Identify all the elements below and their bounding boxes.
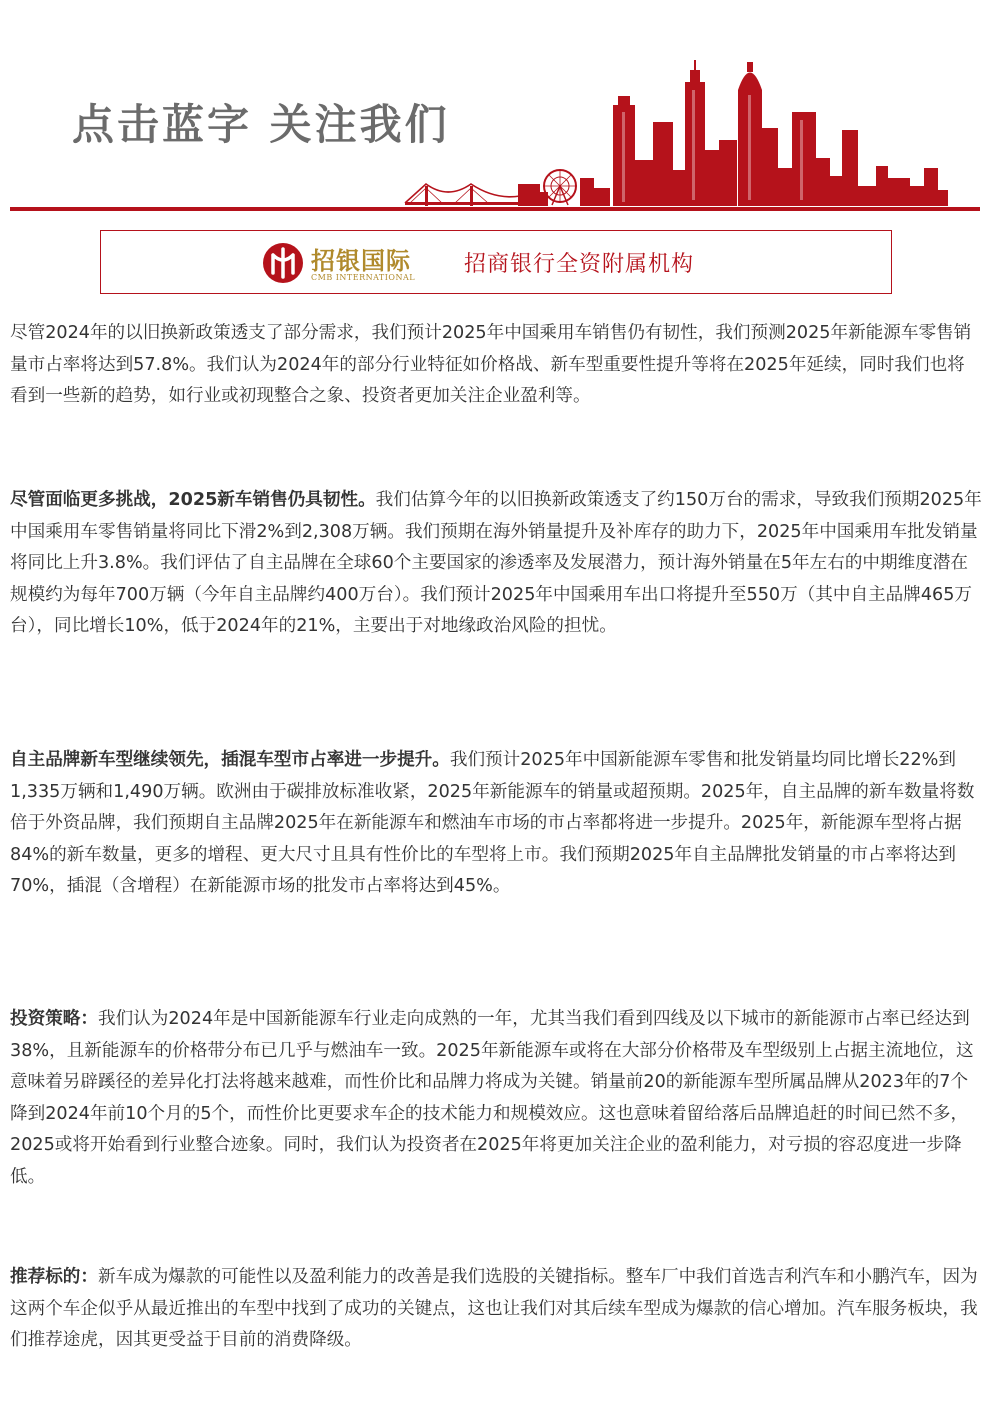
paragraph-body: 新车成为爆款的可能性以及盈利能力的改善是我们选股的关键指标。整车厂中我们首选吉利汽车和小鹏汽车，因为这两个车企似乎从最近推出的车型中找到了成功的关键点，这也让我们对其后续车型成为爆款的信心增加。汽车服务板块，我们推荐途虎，因其更受益于目前的消费降级。 <box>10 1267 978 1351</box>
paragraph-lead: 推荐标的： <box>10 1267 98 1287</box>
logo-chinese-name: 招银国际 <box>311 247 411 275</box>
paragraph-body: 尽管2024年的以旧换新政策透支了部分需求，我们预计2025年中国乘用车销售仍有韧性，我们预测2025年新能源车零售销量市占率将达到57.8%。我们认为2024年的部分行业特征如价格战、新车型重要性提升等将在2025年延续，同时我们也将看到一些新的趋势，如行业或初现整合之象、投资者更加关注企业盈利等。 <box>10 323 972 407</box>
paragraph-body: 我们预计2025年中国新能源车零售和批发销量均同比增长22%到1,335万辆和1,490万辆。欧洲由于碳排放标准收紧，2025年新能源车的销量或超预期。2025年，自主品牌的新车数量将数倍于外资品牌，我们预期自主品牌2025年在新能源车和燃油车市场的市占率都将进一步提升。2025年，新能源车型将占据84%的新车数量，更多的增程、更大尺寸且具有性价比的车型将上市。我们预期2025年自主品牌批发销量的市占率将达到70%，插混（含增程）在新能源市场的批发市占率将达到45%。 <box>10 750 975 897</box>
header <box>0 0 992 215</box>
paragraph-investment-strategy <box>10 1004 982 1194</box>
paragraph-domestic-brands <box>10 745 982 903</box>
paragraph-recommended-stocks <box>10 1262 982 1357</box>
institution-banner <box>100 230 892 294</box>
paragraph-intro <box>10 318 982 413</box>
header-divider <box>10 207 980 211</box>
bridge-icon <box>405 184 525 206</box>
cmb-emblem-icon <box>261 241 305 285</box>
paragraph-body: 我们估算今年的以旧换新政策透支了约150万台的需求，导致我们预期2025年中国乘用车零售销量将同比下滑2%到2,308万辆。我们预期在海外销量提升及补库存的助力下，2025年中国乘用车批发销量将同比上升3.8%。我们评估了自主品牌在全球60个主要国家的渗透率及发展潜力，预计海外销量在5年左右的中期维度潜在规模约为每年700万辆（今年自主品牌约400万台）。我们预计2025年中国乘用车出口将提升至550万（其中自主品牌465万台），同比增长10%，低于2024年的21%，主要出于对地缘政治风险的担忧。 <box>10 490 982 637</box>
logo-english-name: CMB INTERNATIONAL <box>311 273 416 282</box>
ferris-wheel-icon <box>544 170 576 205</box>
banner-tagline: 招商银行全资附属机构 <box>464 252 695 277</box>
paragraph-lead: 尽管面临更多挑战，2025新车销售仍具韧性。 <box>10 490 376 510</box>
paragraph-lead: 自主品牌新车型继续领先，插混车型市占率进一步提升。 <box>10 750 450 770</box>
cmbi-logo <box>261 239 421 287</box>
paragraph-lead: 投资策略： <box>10 1009 98 1029</box>
paragraph-sales-outlook <box>10 485 982 643</box>
header-title: 点击蓝字 关注我们 <box>72 100 450 149</box>
paragraph-body: 我们认为2024年是中国新能源车行业走向成熟的一年，尤其当我们看到四线及以下城市的新能源市占率已经达到38%，且新能源车的价格带分布已几乎与燃油车一致。2025年新能源车或将在大部分价格带及车型级别上占据主流地位，这意味着另辟蹊径的差异化打法将越来越难，而性价比和品牌力将成为关键。销量前20的新能源车型所属品牌从2023年的7个降到2024年前10个月的5个，而性价比更要求车企的技术能力和规模效应。这也意味着留给落后品牌追赶的时间已然不多，2025或将开始看到行业整合迹象。同时，我们认为投资者在2025年将更加关注企业的盈利能力，对亏损的容忍度进一步降低。 <box>10 1009 974 1187</box>
